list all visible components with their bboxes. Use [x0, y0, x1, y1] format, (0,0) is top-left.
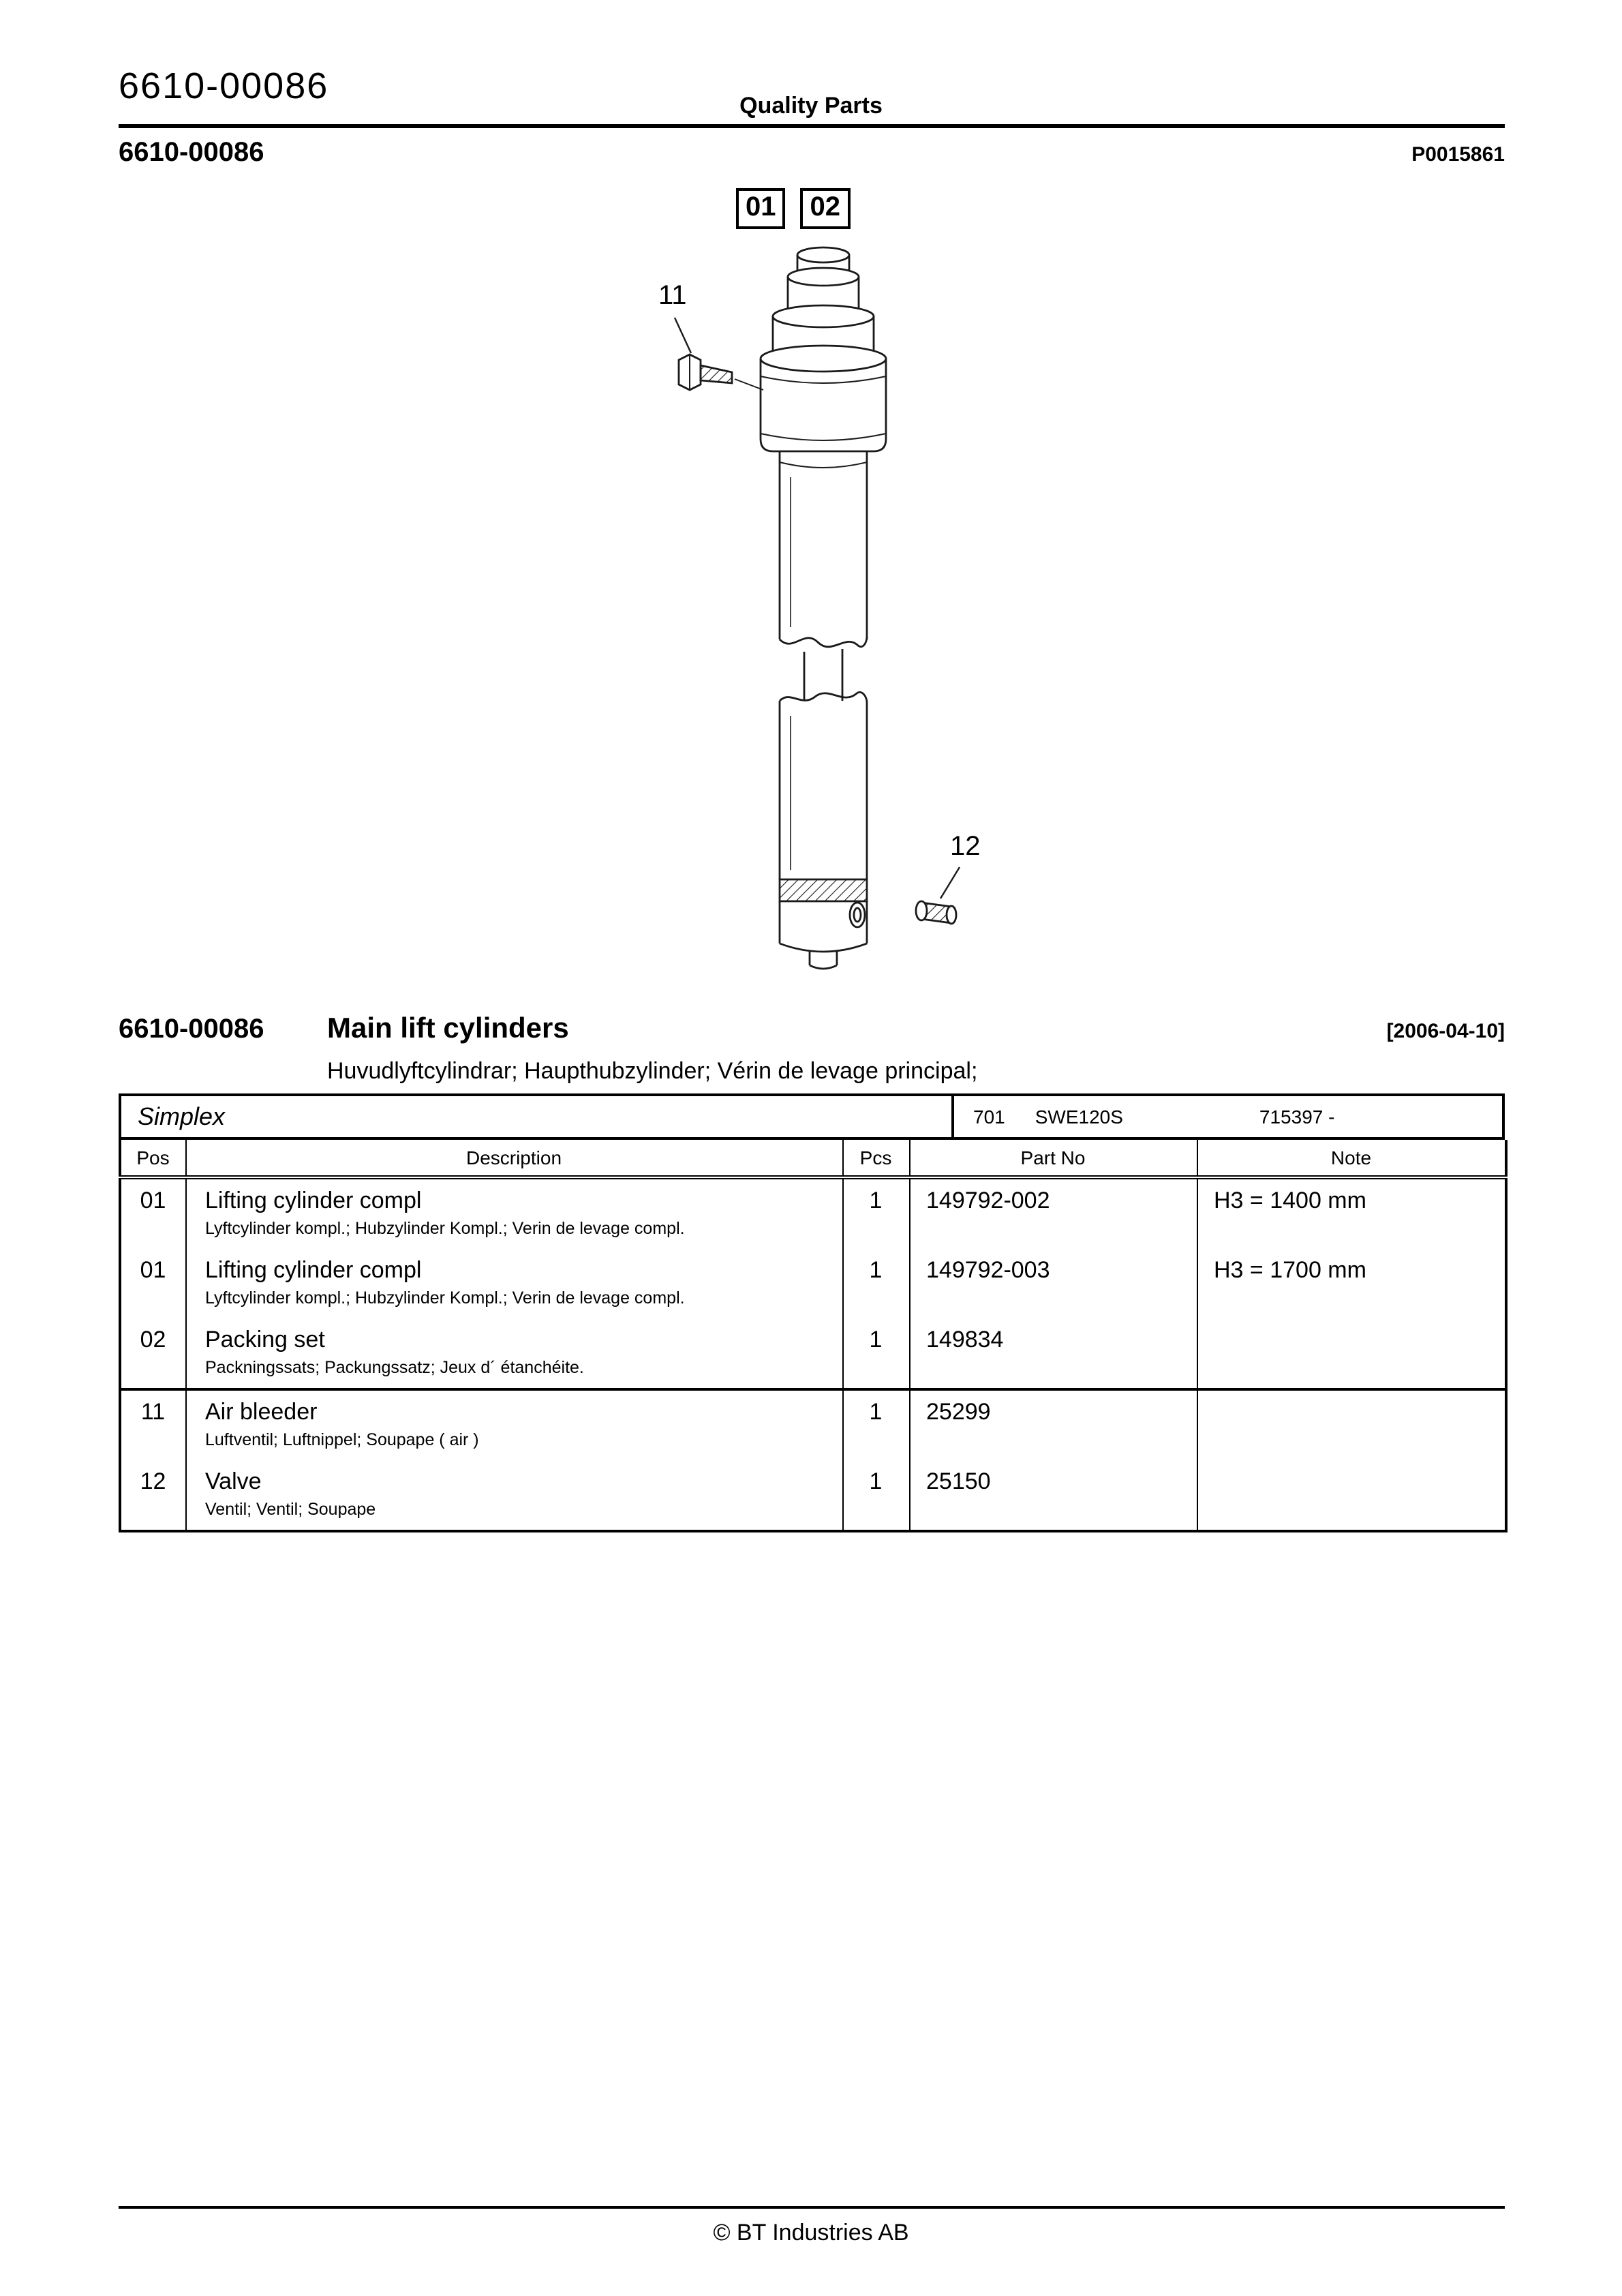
- document-number-bold: 6610-00086: [119, 138, 264, 168]
- pos-cell: 11: [140, 1398, 166, 1424]
- column-header-part-no: Part No: [909, 1140, 1197, 1177]
- part-label-11: 11: [658, 281, 687, 311]
- callout-box-02: 02: [801, 188, 851, 229]
- section-doc-number: 6610-00086: [119, 1014, 264, 1044]
- description-cell: [185, 1389, 842, 1460]
- pcs-cell: 1: [842, 1248, 909, 1318]
- page-title: Quality Parts: [739, 93, 883, 119]
- parts-row: [120, 1177, 1506, 1248]
- thread-band: [780, 879, 867, 901]
- part-no-cell: 25299: [909, 1389, 1197, 1460]
- column-header-pcs: Pcs: [842, 1140, 909, 1177]
- parts-row: [120, 1389, 1506, 1460]
- lower-barrel: [780, 692, 867, 879]
- description-main: Air bleeder: [205, 1398, 318, 1424]
- pcs-cell: 1: [842, 1177, 909, 1248]
- variant-model-info: [951, 1096, 1502, 1137]
- pcs-cell: 1: [842, 1318, 909, 1389]
- part-label-12: 12: [950, 832, 981, 862]
- description-translations: Ventil; Ventil; Soupape: [205, 1499, 376, 1518]
- footer-copyright: © BT Industries AB: [713, 2220, 909, 2246]
- section-heading: [119, 1013, 1505, 1046]
- part-no-cell: 25150: [909, 1460, 1197, 1530]
- part-no-cell: 149834: [909, 1318, 1197, 1389]
- description-cell: [185, 1318, 842, 1389]
- description-translations: Lyftcylinder kompl.; Hubzylinder Kompl.; Verin de levage compl.: [205, 1218, 685, 1237]
- note-cell: H3 = 1700 mm: [1197, 1248, 1506, 1318]
- description-cell: [185, 1177, 842, 1248]
- description-main: Lifting cylinder compl: [205, 1187, 422, 1213]
- document-number-header: 6610-00086: [119, 65, 329, 106]
- pcs-cell: 1: [842, 1389, 909, 1460]
- pos-cell: 01: [140, 1187, 166, 1213]
- cylinder-head: [761, 346, 886, 451]
- part-no-cell: 149792-002: [909, 1177, 1197, 1248]
- description-translations: Packningssats; Packungssatz; Jeux d´ étanchéite.: [205, 1357, 584, 1376]
- note-cell: [1197, 1318, 1506, 1389]
- pcs-cell: 1: [842, 1460, 909, 1530]
- upper-barrel: [780, 451, 867, 647]
- section-date: [2006-04-10]: [1386, 1020, 1505, 1043]
- note-cell: [1197, 1460, 1506, 1530]
- air-bleeder-part: [675, 318, 763, 390]
- valve-part: [916, 867, 960, 924]
- note-cell: [1197, 1389, 1506, 1460]
- footer-divider: [119, 2206, 1505, 2209]
- column-header-description: Description: [185, 1140, 842, 1177]
- variant-header-row: [119, 1093, 1505, 1140]
- type-code: 701: [973, 1106, 1005, 1128]
- description-main: Packing set: [205, 1326, 325, 1352]
- parts-row: [120, 1460, 1506, 1530]
- column-header-note: Note: [1197, 1140, 1506, 1177]
- parts-table: [119, 1140, 1508, 1532]
- pos-cell: 01: [140, 1256, 166, 1282]
- description-translations: Luftventil; Luftnippel; Soupape ( air ): [205, 1430, 479, 1449]
- section-subtitle: Huvudlyftcylindrar; Haupthubzylinder; Vérin de levage principal;: [327, 1058, 978, 1084]
- callout-box-01: 01: [736, 188, 786, 229]
- column-header-pos: Pos: [120, 1140, 185, 1177]
- description-main: Valve: [205, 1468, 262, 1494]
- parts-row: [120, 1248, 1506, 1318]
- callout-boxes: [736, 188, 850, 229]
- piston-rod-top: [773, 247, 874, 357]
- description-main: Lifting cylinder compl: [205, 1256, 422, 1282]
- description-cell: [185, 1248, 842, 1318]
- serial-range: 715397 -: [1259, 1106, 1335, 1128]
- model-code: SWE120S: [1035, 1106, 1123, 1128]
- bottom-cap: [780, 901, 867, 969]
- description-translations: Lyftcylinder kompl.; Hubzylinder Kompl.; Verin de levage compl.: [205, 1288, 685, 1307]
- pos-cell: 12: [140, 1468, 166, 1494]
- pos-cell: 02: [120, 1318, 185, 1389]
- variant-name: Simplex: [138, 1102, 226, 1130]
- description-cell: [185, 1460, 842, 1530]
- table-header-row: [120, 1140, 1506, 1177]
- note-cell: H3 = 1400 mm: [1197, 1177, 1506, 1248]
- section-title: Main lift cylinders: [327, 1013, 569, 1044]
- part-no-cell: 149792-003: [909, 1248, 1197, 1318]
- image-reference-number: P0015861: [1411, 143, 1505, 166]
- parts-row: [120, 1318, 1506, 1389]
